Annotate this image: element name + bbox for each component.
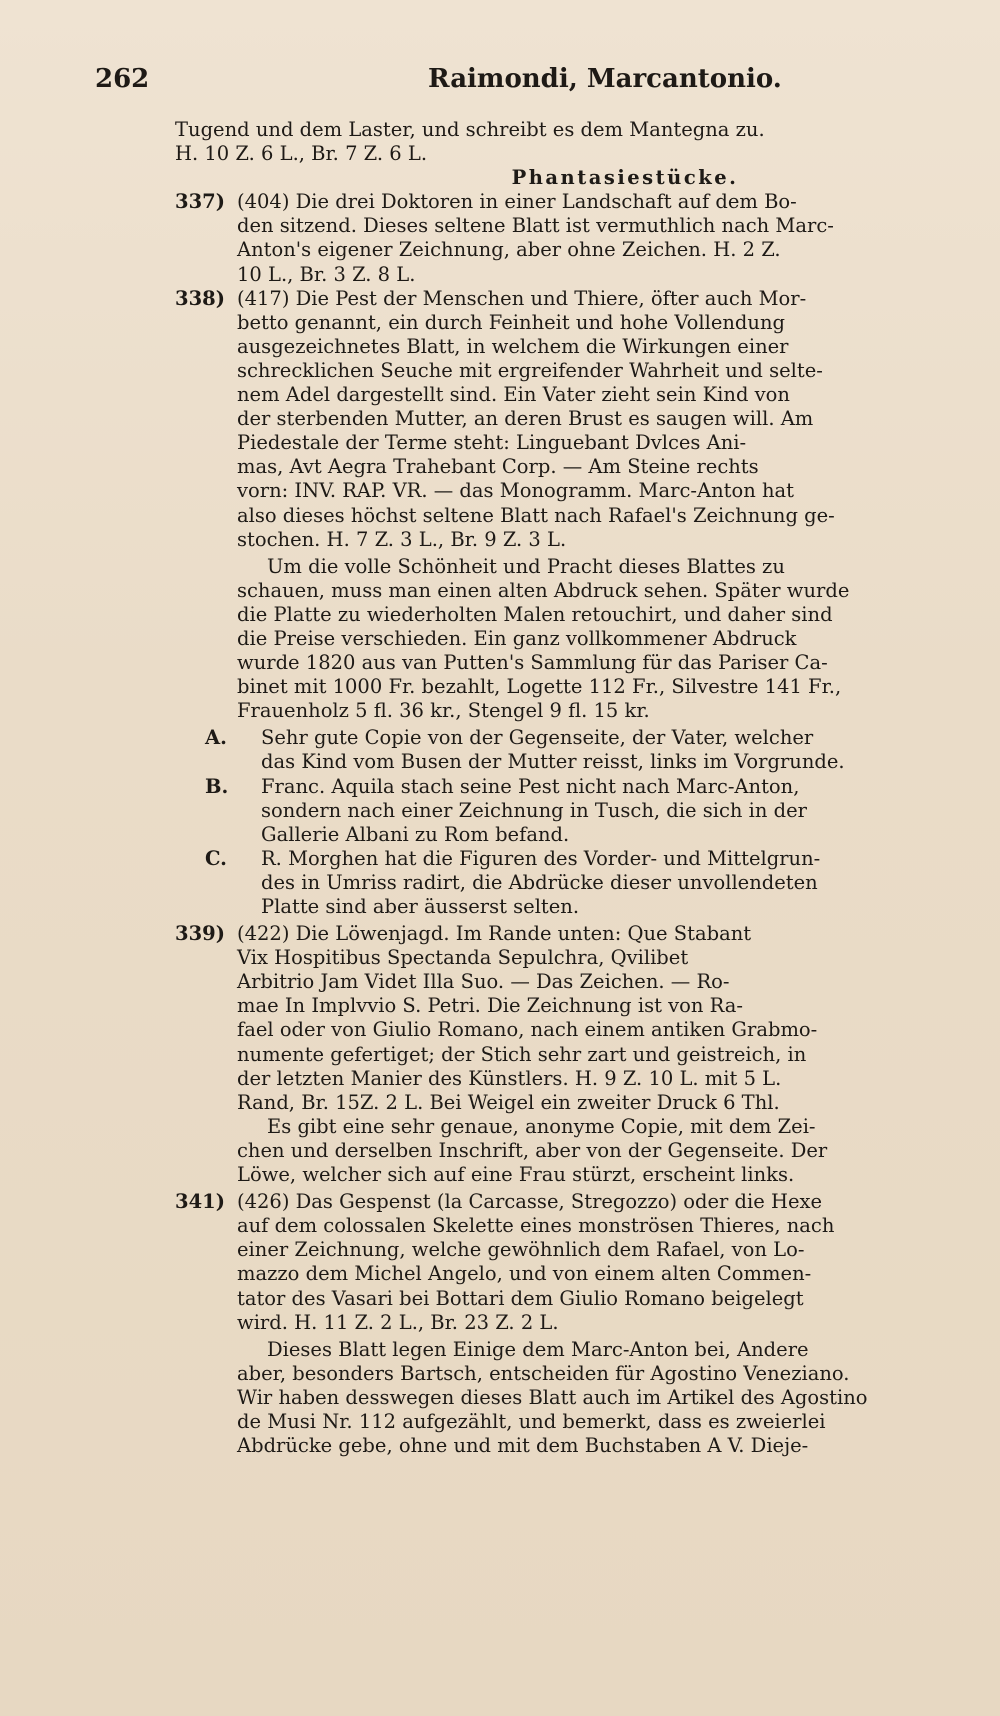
text-line: Frauenholz 5 fl. 36 kr., Stengel 9 fl. 15 kr. xyxy=(237,699,650,723)
entry-number: 337) xyxy=(175,190,225,214)
catalog-entry-339 xyxy=(175,922,955,1115)
entry-number: 341) xyxy=(175,1190,225,1214)
paragraph-copy-notes xyxy=(175,1115,955,1187)
paragraph-attribution xyxy=(175,1338,955,1458)
text-line: (417) Die Pest der Menschen und Thiere, öfter auch Mor- xyxy=(237,286,807,310)
text-line: Sehr gute Copie von der Gegenseite, der Vater, welcher xyxy=(261,726,814,750)
text-line: Vix Hospitibus Spectanda Sepulchra, Qvilibet xyxy=(237,946,689,970)
text-line: R. Morghen hat die Figuren des Vorder- und Mittelgrun- xyxy=(261,846,821,870)
text-line: (422) Die Löwenjagd. Im Rande unten: Que Stabant xyxy=(237,922,752,946)
text-line: der sterbenden Mutter, an deren Brust es saugen will. Am xyxy=(237,407,814,431)
text-line: Arbitrio Jam Videt Illa Suo. — Das Zeichen. — Ro- xyxy=(237,970,730,994)
text-line: fael oder von Giulio Romano, nach einem antiken Grabmo- xyxy=(237,1018,818,1042)
text-line: Wir haben desswegen dieses Blatt auch im Artikel des Agostino xyxy=(237,1385,868,1409)
entry-number: 339) xyxy=(175,922,225,946)
page-header xyxy=(55,58,955,98)
text-line: (426) Das Gespenst (la Carcasse, Stregozzo) oder die Hexe xyxy=(237,1190,823,1214)
text-line: einer Zeichnung, welche gewöhnlich dem Rafael, von Lo- xyxy=(237,1238,805,1262)
text-line: die Platte zu wiederholten Malen retouchirt, und daher sind xyxy=(237,602,833,626)
text-line: H. 10 Z. 6 L., Br. 7 Z. 6 L. xyxy=(175,142,428,166)
text-line: Tugend und dem Laster, und schreibt es dem Mantegna zu. xyxy=(175,118,765,141)
text-line: Platte sind aber äusserst selten. xyxy=(261,895,580,918)
text-line: schrecklichen Seuche mit ergreifender Wahrheit und selte- xyxy=(237,358,823,382)
text-line: de Musi Nr. 112 aufgezählt, und bemerkt, dass es zweierlei xyxy=(237,1409,826,1433)
text-line: betto genannt, ein durch Feinheit und hohe Vollendung xyxy=(237,310,786,334)
sub-entry-label: C. xyxy=(205,846,227,870)
text-line: Löwe, welcher sich auf eine Frau stürzt, erscheint links. xyxy=(237,1163,795,1187)
text-line: Piedestale der Terme steht: Linguebant Dvlces Ani- xyxy=(237,431,747,455)
text-line: Franc. Aquila stach seine Pest nicht nach Marc-Anton, xyxy=(261,774,800,798)
text-line: Abdrücke gebe, ohne und mit dem Buchstaben A V. Dieje- xyxy=(237,1434,809,1458)
text-line: der letzten Manier des Künstlers. H. 9 Z. 10 L. mit 5 L. xyxy=(237,1066,782,1090)
text-line: numente gefertiget; der Stich sehr zart und geistreich, in xyxy=(237,1042,807,1066)
text-line: schauen, muss man einen alten Abdruck sehen. Später wurde xyxy=(237,578,850,602)
page-number: 262 xyxy=(95,64,150,94)
text-line: aber, besonders Bartsch, entscheiden für Agostino Veneziano. xyxy=(237,1361,850,1385)
text-line: auf dem colossalen Skelette eines monströsen Thieres, nach xyxy=(237,1214,835,1238)
text-line: Um die volle Schönheit und Pracht dieses Blattes zu xyxy=(267,554,785,578)
text-line: (404) Die drei Doktoren in einer Landschaft auf dem Bo- xyxy=(237,190,797,214)
catalog-entry-337 xyxy=(175,190,955,286)
text-line: den sitzend. Dieses seltene Blatt ist vermuthlich nach Marc- xyxy=(237,214,834,238)
intro-lines xyxy=(175,118,955,166)
text-line: sondern nach einer Zeichnung in Tusch, die sich in der xyxy=(261,798,807,822)
running-title: Raimondi, Marcantonio. xyxy=(428,64,782,94)
paragraph-print-notes xyxy=(175,555,955,724)
text-line: binet mit 1000 Fr. bezahlt, Logette 112 Fr., Silvestre 141 Fr., xyxy=(237,675,842,699)
sub-entry-label: A. xyxy=(205,726,227,750)
text-line: das Kind vom Busen der Mutter reisst, links im Vorgrunde. xyxy=(261,750,845,774)
text-line: Rand, Br. 15Z. 2 L. Bei Weigel ein zweiter Druck 6 Thl. xyxy=(237,1090,780,1114)
section-heading: Phantasiestücke. xyxy=(511,166,739,190)
sub-entry-b xyxy=(175,775,955,847)
text-line: die Preise verschieden. Ein ganz vollkommener Abdruck xyxy=(237,626,797,650)
text-line: mae In Implvvio S. Petri. Die Zeichnung ist von Ra- xyxy=(237,994,743,1018)
text-line: stochen. H. 7 Z. 3 L., Br. 9 Z. 3 L. xyxy=(237,527,567,551)
text-line: vorn: INV. RAP. VR. — das Monogramm. Marc-Anton hat xyxy=(237,479,794,503)
entry-number: 338) xyxy=(175,286,225,310)
text-line: ausgezeichnetes Blatt, in welchem die Wirkungen einer xyxy=(237,334,789,358)
text-line: Anton's eigener Zeichnung, aber ohne Zeichen. H. 2 Z. xyxy=(237,238,781,262)
sub-entry-a xyxy=(175,726,955,774)
catalog-entry-341 xyxy=(175,1190,955,1335)
text-line: Dieses Blatt legen Einige dem Marc-Anton bei, Andere xyxy=(267,1337,809,1361)
text-line: Gallerie Albani zu Rom befand. xyxy=(261,822,570,846)
text-line: 10 L., Br. 3 Z. 8 L. xyxy=(237,262,416,286)
sub-entry-c xyxy=(175,847,955,919)
text-line: wird. H. 11 Z. 2 L., Br. 23 Z. 2 L. xyxy=(237,1310,559,1334)
text-line: nem Adel dargestellt sind. Ein Vater zieht sein Kind von xyxy=(237,383,790,407)
text-line: Es gibt eine sehr genaue, anonyme Copie, mit dem Zei- xyxy=(267,1114,816,1138)
sub-entry-label: B. xyxy=(205,774,229,798)
page-text xyxy=(175,118,955,1458)
text-line: des in Umriss radirt, die Abdrücke dieser unvollendeten xyxy=(261,870,818,894)
text-line: tator des Vasari bei Bottari dem Giulio Romano beigelegt xyxy=(237,1286,804,1310)
text-line: chen und derselben Inschrift, aber von der Gegenseite. Der xyxy=(237,1138,828,1162)
catalog-entry-338 xyxy=(175,287,955,552)
text-line: also dieses höchst seltene Blatt nach Rafael's Zeichnung ge- xyxy=(237,503,835,527)
text-line: mas, Avt Aegra Trahebant Corp. — Am Steine rechts xyxy=(237,455,759,479)
text-line: mazzo dem Michel Angelo, und von einem alten Commen- xyxy=(237,1262,812,1286)
text-line: wurde 1820 aus van Putten's Sammlung für das Pariser Ca- xyxy=(237,651,828,675)
